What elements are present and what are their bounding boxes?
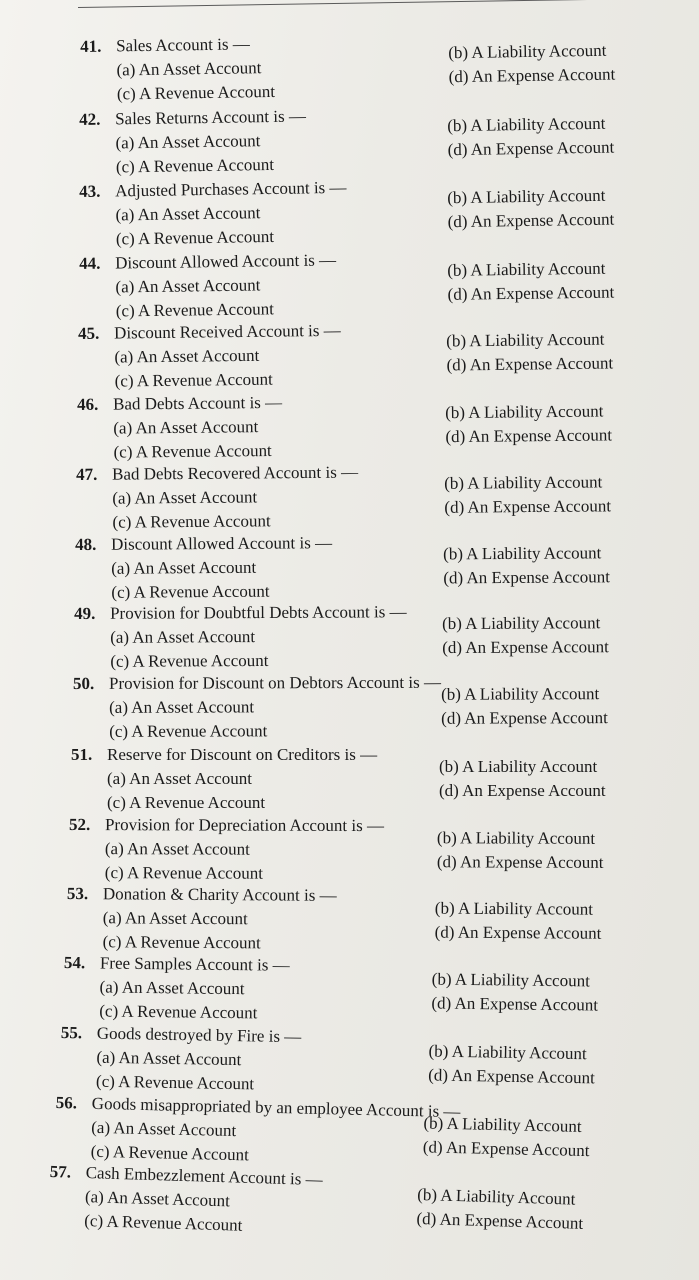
question-text: Discount Allowed Account is — [114, 250, 337, 273]
option-c: (c) A Revenue Account [104, 863, 263, 883]
option-d: (d) An Expense Account [422, 1137, 590, 1161]
option-d: (d) An Expense Account [431, 993, 599, 1015]
question-text: Reserve for Discount on Creditors is — [107, 745, 378, 764]
question-text: Discount Allowed Account is — [110, 533, 333, 554]
question-number: 52. [68, 815, 91, 835]
question-text: Goods destroyed by Fire is — [96, 1023, 302, 1047]
question-number: 55. [60, 1023, 83, 1043]
option-b: (b) A Liability Account [416, 1184, 576, 1209]
option-d: (d) An Expense Account [416, 1208, 584, 1233]
option-b: (b) A Liability Account [447, 113, 606, 136]
question-text: Donation & Charity Account is — [102, 884, 337, 905]
option-c: (c) A Revenue Account [113, 440, 272, 462]
option-a: (a) An Asset Account [107, 769, 252, 788]
question-text: Provision for Discount on Debtors Account is — [108, 672, 442, 693]
option-a: (a) An Asset Account [104, 839, 250, 859]
option-d: (d) An Expense Account [447, 209, 615, 232]
option-a: (a) An Asset Account [113, 417, 259, 438]
question-number: 50. [72, 673, 95, 693]
question-text: Discount Received Account is — [113, 320, 341, 343]
option-c: (c) A Revenue Account [115, 226, 275, 249]
option-b: (b) A Liability Account [441, 684, 600, 704]
option-c: (c) A Revenue Account [102, 932, 261, 953]
option-c: (c) A Revenue Account [107, 793, 266, 812]
top-rule [78, 0, 678, 8]
option-c: (c) A Revenue Account [111, 581, 270, 602]
option-d: (d) An Expense Account [444, 496, 612, 517]
option-a: (a) An Asset Account [115, 203, 261, 225]
option-d: (d) An Expense Account [447, 282, 615, 304]
option-b: (b) A Liability Account [423, 1113, 582, 1136]
question-number: 42. [78, 109, 101, 129]
option-d: (d) An Expense Account [436, 852, 604, 872]
question-text: Cash Embezzlement Account is — [85, 1163, 323, 1190]
option-a: (a) An Asset Account [115, 131, 261, 153]
question-43 [79, 174, 680, 255]
option-c: (c) A Revenue Account [99, 1001, 258, 1023]
question-text: Free Samples Account is — [99, 953, 290, 975]
question-number: 46. [76, 394, 99, 414]
option-d: (d) An Expense Account [446, 353, 614, 375]
option-c: (c) A Revenue Account [110, 650, 269, 671]
option-a: (a) An Asset Account [109, 697, 255, 717]
question-44 [79, 247, 680, 327]
question-51 [71, 746, 671, 818]
question-48 [75, 532, 675, 608]
option-b: (b) A Liability Account [445, 401, 604, 423]
question-text: Sales Returns Account is — [114, 106, 307, 129]
option-b: (b) A Liability Account [428, 1041, 587, 1064]
question-number: 49. [73, 603, 96, 623]
question-46 [77, 390, 678, 468]
question-text: Provision for Depreciation Account is — [104, 815, 385, 836]
question-53 [66, 885, 666, 961]
option-c: (c) A Revenue Account [115, 299, 275, 321]
option-a: (a) An Asset Account [114, 345, 260, 367]
question-49 [74, 602, 674, 677]
option-b: (b) A Liability Account [448, 40, 607, 63]
option-d: (d) An Expense Account [447, 137, 615, 160]
option-d: (d) An Expense Account [428, 1065, 595, 1088]
option-b: (b) A Liability Account [439, 757, 598, 776]
question-54 [63, 954, 664, 1033]
question-number: 48. [74, 534, 97, 554]
option-c: (c) A Revenue Account [90, 1141, 250, 1165]
question-42 [79, 102, 680, 183]
option-c: (c) A Revenue Account [115, 154, 275, 177]
option-b: (b) A Liability Account [434, 898, 594, 919]
option-a: (a) An Asset Account [99, 977, 245, 999]
option-a: (a) An Asset Account [96, 1047, 242, 1070]
option-a: (a) An Asset Account [111, 557, 257, 578]
question-number: 53. [66, 884, 89, 904]
question-41 [80, 29, 681, 110]
question-text: Adjusted Purchases Account is — [114, 177, 347, 201]
option-c: (c) A Revenue Account [84, 1211, 243, 1235]
option-a: (a) An Asset Account [110, 627, 256, 647]
option-b: (b) A Liability Account [447, 258, 606, 280]
option-d: (d) An Expense Account [445, 425, 613, 447]
option-b: (b) A Liability Account [442, 613, 601, 634]
question-number: 47. [75, 464, 98, 484]
option-d: (d) An Expense Account [443, 567, 611, 588]
option-c: (c) A Revenue Account [112, 511, 271, 532]
option-b: (b) A Liability Account [444, 472, 603, 493]
question-text: Sales Account is — [115, 34, 250, 56]
option-d: (d) An Expense Account [434, 922, 602, 943]
option-a: (a) An Asset Account [102, 908, 248, 929]
option-a: (a) An Asset Account [116, 58, 262, 80]
option-a: (a) An Asset Account [112, 487, 258, 508]
question-number: 43. [78, 181, 101, 201]
question-50 [73, 673, 673, 747]
question-number: 41. [79, 36, 102, 56]
option-d: (d) An Expense Account [442, 637, 609, 658]
option-d: (d) An Expense Account [439, 781, 606, 800]
option-b: (b) A Liability Account [447, 185, 606, 208]
option-a: (a) An Asset Account [115, 275, 261, 297]
question-number: 44. [78, 253, 101, 273]
option-c: (c) A Revenue Account [114, 369, 273, 391]
question-text: Goods misappropriated by an employee Account is — [91, 1093, 461, 1122]
question-text: Bad Debts Account is — [112, 392, 283, 414]
option-d: (d) An Expense Account [441, 708, 608, 728]
question-number: 45. [77, 323, 100, 343]
question-47 [76, 461, 677, 538]
question-number: 54. [63, 953, 86, 973]
question-text: Provision for Doubtful Debts Account is — [109, 602, 407, 623]
option-b: (b) A Liability Account [431, 969, 590, 991]
option-a: (a) An Asset Account [84, 1187, 231, 1211]
question-52 [69, 816, 669, 890]
option-b: (b) A Liability Account [443, 543, 602, 564]
option-c: (c) A Revenue Account [116, 81, 276, 104]
question-number: 56. [55, 1093, 78, 1113]
question-number: 57. [49, 1162, 72, 1182]
option-c: (c) A Revenue Account [95, 1071, 255, 1094]
option-c: (c) A Revenue Account [109, 721, 268, 741]
question-number: 51. [71, 745, 93, 764]
question-55 [60, 1024, 661, 1106]
option-b: (b) A Liability Account [436, 828, 596, 848]
option-a: (a) An Asset Account [91, 1117, 237, 1141]
question-45 [78, 318, 679, 397]
option-d: (d) An Expense Account [448, 64, 616, 87]
option-b: (b) A Liability Account [446, 329, 605, 351]
question-text: Bad Debts Recovered Account is — [111, 462, 359, 484]
